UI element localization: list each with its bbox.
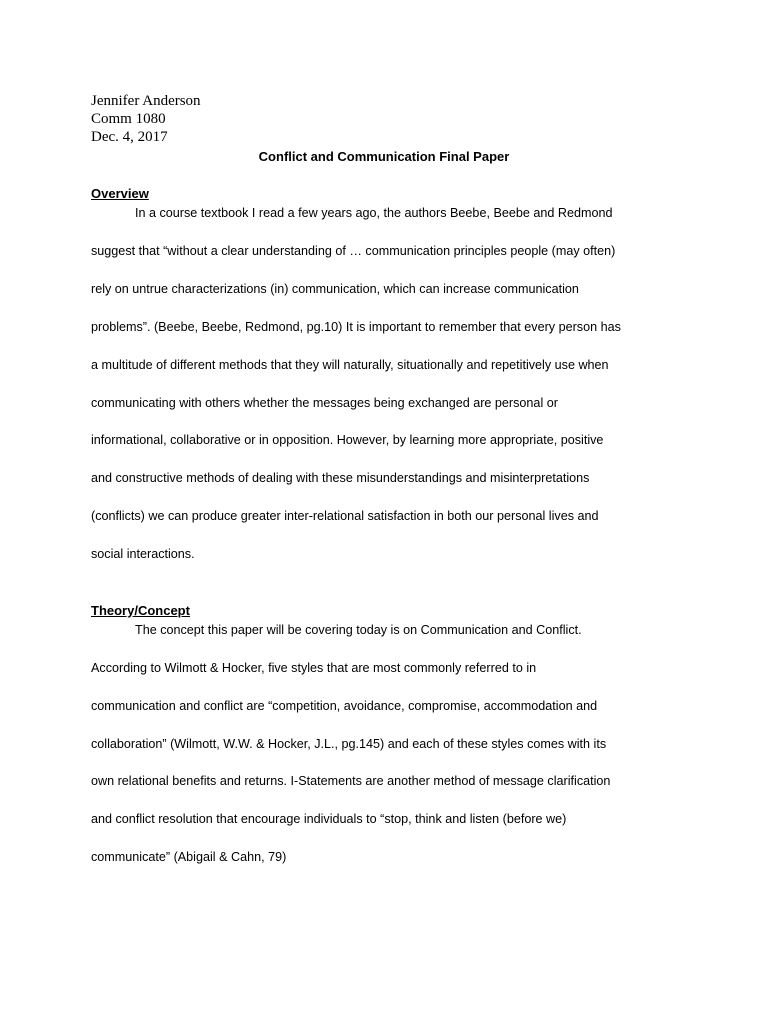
- section-heading-theory-concept: Theory/Concept: [91, 603, 190, 618]
- author-name: Jennifer Anderson: [91, 93, 201, 109]
- section-heading-overview: Overview: [91, 186, 149, 201]
- paragraph-line: suggest that “without a clear understanding of … communication principles people (may often): [91, 244, 616, 258]
- paragraph-line: a multitude of different methods that they will naturally, situationally and repetitively use when: [91, 358, 609, 372]
- paragraph-line: communication and conflict are “competition, avoidance, compromise, accommodation and: [91, 699, 598, 713]
- paragraph-line: (conflicts) we can produce greater inter-relational satisfaction in both our personal lives and: [91, 509, 599, 523]
- paragraph-line: communicate” (Abigail & Cahn, 79): [91, 850, 287, 864]
- paragraph-line: problems”. (Beebe, Beebe, Redmond, pg.10) It is important to remember that every person has: [91, 320, 621, 334]
- paragraph-line: own relational benefits and returns. I-Statements are another method of message clarification: [91, 774, 611, 788]
- paper-date: Dec. 4, 2017: [91, 129, 168, 145]
- paragraph-line: and conflict resolution that encourage individuals to “stop, think and listen (before we): [91, 812, 567, 826]
- paragraph-line: The concept this paper will be covering today is on Communication and Conflict.: [135, 623, 582, 637]
- paragraph-line: communicating with others whether the messages being exchanged are personal or: [91, 396, 558, 410]
- paper-title: Conflict and Communication Final Paper: [258, 149, 510, 164]
- course-name: Comm 1080: [91, 111, 166, 127]
- paragraph-line: In a course textbook I read a few years ago, the authors Beebe, Beebe and Redmond: [135, 206, 613, 220]
- paragraph-line: collaboration” (Wilmott, W.W. & Hocker, J.L., pg.145) and each of these styles comes with its: [91, 737, 607, 751]
- paragraph-line: informational, collaborative or in opposition. However, by learning more appropriate, positive: [91, 433, 604, 447]
- paragraph-line: and constructive methods of dealing with these misunderstandings and misinterpretations: [91, 471, 590, 485]
- paragraph-line: According to Wilmott & Hocker, five styles that are most commonly referred to in: [91, 661, 537, 675]
- author-header: [91, 92, 201, 146]
- paragraph-line: rely on untrue characterizations (in) communication, which can increase communication: [91, 282, 579, 296]
- paragraph-line: social interactions.: [91, 547, 195, 561]
